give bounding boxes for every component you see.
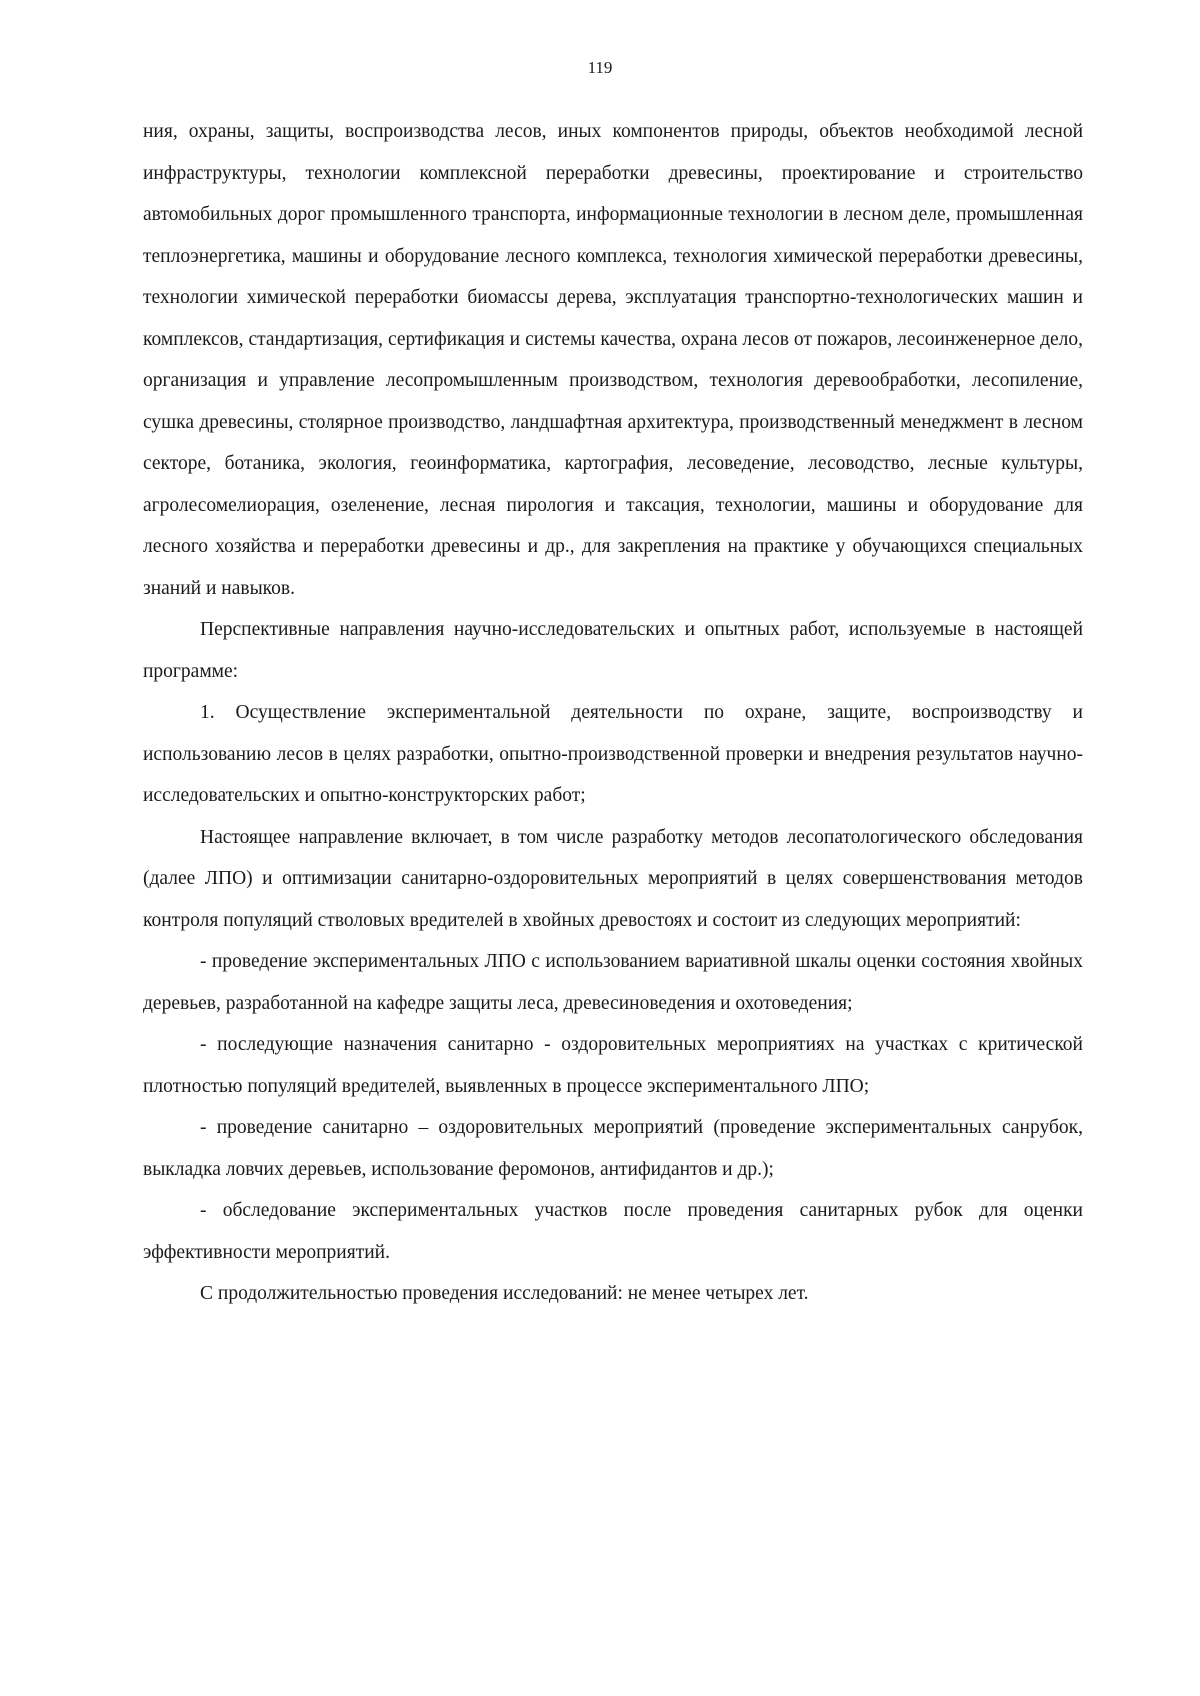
paragraph-research-directions-intro: Перспективные направления научно-исследовательских и опытных работ, используемые в настоящей программе: — [143, 619, 1083, 682]
list-item-sanitary-assignment: - последующие назначения санитарно - оздоровительных мероприятиях на участках с критической плотностью популяций вредителей, выявленных в процессе экспериментального ЛПО; — [143, 1034, 1083, 1097]
list-item-experimental-lpo: - проведение экспериментальных ЛПО с использованием вариативной шкалы оценки состояния хвойных деревьев, разработанной на кафедре защиты леса, древесиноведения и охотоведения; — [143, 951, 1083, 1014]
document-body — [143, 111, 1083, 1315]
paragraph-continuation: ния, охраны, защиты, воспроизводства лесов, иных компонентов природы, объектов необходимой лесной инфраструктуры, технологии комплексной переработки древесины, проектирование и строительство автомобильных дорог промышленного транспорта, информационные технологии в лесном деле, промышленная теплоэнергетика, машины и оборудование лесного комплекса, технология химической переработки древесины, технологии химической переработки биомассы дерева, эксплуатация транспортно-технологических машин и комплексов, стандартизация, сертификация и системы качества, охрана лесов от пожаров, лесоинженерное дело, организация и управление лесопромышленным производством, технология деревообработки, лесопиление, сушка древесины, столярное производство, ландшафтная архитектура, производственный менеджмент в лесном секторе, ботаника, экология, геоинформатика, картография, лесоведение, лесоводство, лесные культуры, агролесомелиорация, озеленение, лесная пирология и таксация, технологии, машины и оборудование для лесного хозяйства и переработки древесины и др., для закрепления на практике у обучающихся специальных знаний и навыков. — [143, 121, 1083, 599]
list-item-plot-survey: - обследование экспериментальных участков после проведения санитарных рубок для оценки эффективности мероприятий. — [143, 1200, 1083, 1263]
paragraph-duration: С продолжительностью проведения исследований: не менее четырех лет. — [200, 1283, 809, 1304]
paragraph-direction-scope: Настоящее направление включает, в том числе разработку методов лесопатологического обследования (далее ЛПО) и оптимизации санитарно-оздоровительных мероприятий в целях совершенствования методов контроля популяций стволовых вредителей в хвойных древостоях и состоит из следующих мероприятий: — [143, 826, 1083, 931]
list-item-sanitary-measures: - проведение санитарно – оздоровительных мероприятий (проведение экспериментальных санрубок, выкладка ловчих деревьев, использование феромонов, антифидантов и др.); — [143, 1117, 1083, 1180]
paragraph-direction-1: 1. Осуществление экспериментальной деятельности по охране, защите, воспроизводству и использованию лесов в целях разработки, опытно-производственной проверки и внедрения результатов научно-исследовательских и опытно-конструкторских работ; — [143, 702, 1083, 806]
page-number: 119 — [587, 58, 613, 77]
